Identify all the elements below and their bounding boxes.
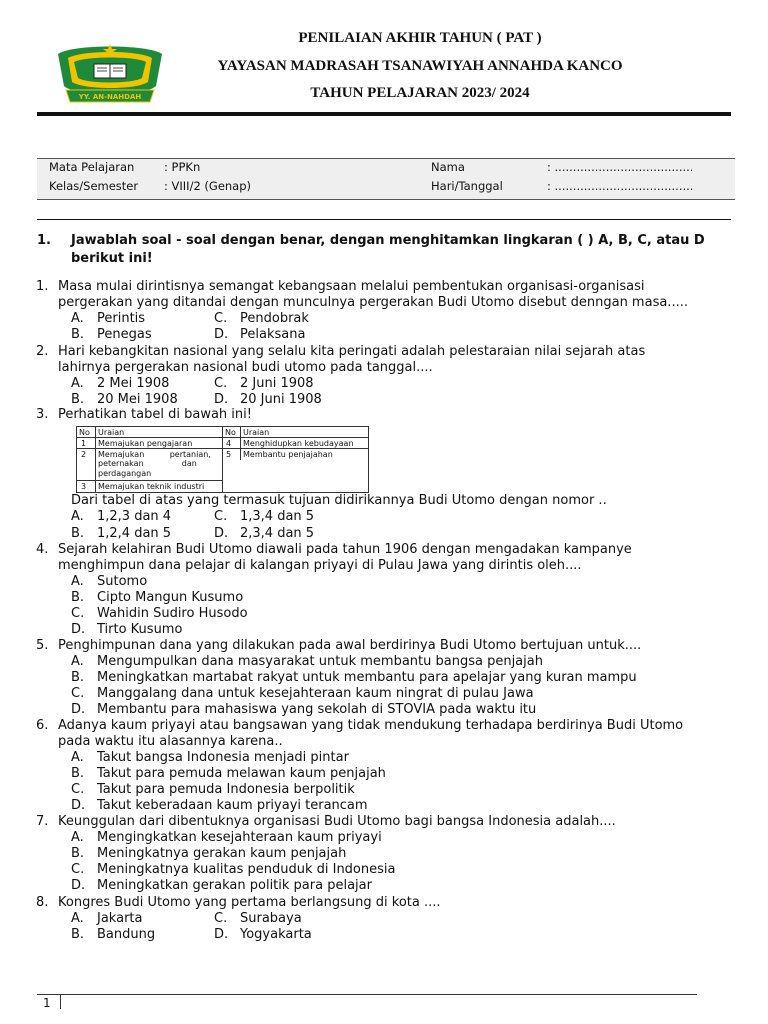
option-a[interactable]: A. Perintis xyxy=(71,311,146,326)
option-b[interactable]: B. 20 Mei 1908 xyxy=(71,392,178,407)
footer-divider xyxy=(37,994,697,995)
instruction-text: Jawablah soal - soal dengan benar, dengan menghitamkan lingkaran ( ) A, B, C, atau D berikut ini! xyxy=(71,233,705,266)
option-d[interactable]: D. Meningkatkan gerakan politik para pelajar xyxy=(71,878,372,893)
table-cell: Membantu penjajahan xyxy=(243,450,333,459)
table-cell: perdagangan xyxy=(98,469,152,478)
date-label: Hari/Tanggal xyxy=(431,179,503,193)
table-cell: Menghidupkan kebudayaan xyxy=(243,439,354,448)
option-d[interactable]: D. Takut keberadaan kaum priyayi terancam xyxy=(71,798,368,813)
date-field[interactable]: : ...................................... xyxy=(547,179,694,193)
question-line: Perhatikan tabel di bawah ini! xyxy=(58,407,252,422)
option-b[interactable]: B. Penegas xyxy=(71,327,152,342)
table-header: Uraian xyxy=(98,428,125,437)
question-line: pergerakan yang ditandai dengan munculnya pergerakan Budi Utomo disebut denngan masa..... xyxy=(58,295,688,310)
class-value: : VIII/2 (Genap) xyxy=(164,179,252,193)
question-number: 3. xyxy=(36,407,49,422)
option-c[interactable]: C. 2 Juni 1908 xyxy=(214,376,314,391)
school-logo xyxy=(52,40,168,106)
option-c[interactable]: C. Takut para pemuda Indonesia berpolitik xyxy=(71,782,355,797)
option-b[interactable]: B. Meningkatkan martabat rakyat untuk membantu para apelajar yang kuran mampu xyxy=(71,670,637,685)
table-cell: 4 xyxy=(226,439,232,448)
option-c[interactable]: C. Wahidin Sudiro Husodo xyxy=(71,606,248,621)
option-a[interactable]: A. Jakarta xyxy=(71,911,143,926)
option-a[interactable]: A. Takut bangsa Indonesia menjadi pintar xyxy=(71,750,349,765)
option-d[interactable]: D. Membantu para mahasiswa yang sekolah di STOVIA pada waktu itu xyxy=(71,702,537,717)
instruction-number: 1. xyxy=(37,233,51,248)
option-a[interactable]: A. Mengingkatkan kesejahteraan kaum priyayi xyxy=(71,830,382,845)
page-number-bar xyxy=(60,995,61,1009)
option-d[interactable]: D. 2,3,4 dan 5 xyxy=(214,526,315,541)
table-cell: Memajukan pertanian, xyxy=(98,450,211,459)
option-b[interactable]: B. Takut para pemuda melawan kaum penjajah xyxy=(71,766,386,781)
logo-text: YY. AN-NAHDAH xyxy=(78,93,142,101)
option-a[interactable]: A. 1,2,3 dan 4 xyxy=(71,509,172,524)
name-field[interactable]: : ...................................... xyxy=(547,160,694,174)
name-label: Nama xyxy=(431,160,465,174)
header-divider xyxy=(37,112,731,116)
option-b[interactable]: B. 1,2,4 dan 5 xyxy=(71,526,172,541)
option-a[interactable]: A. 2 Mei 1908 xyxy=(71,376,170,391)
question-number: 7. xyxy=(36,814,49,829)
header-line-2: YAYASAN MADRASAH TSANAWIYAH ANNAHDA KANCO xyxy=(217,58,623,74)
option-b[interactable]: B. Cipto Mangun Kusumo xyxy=(71,590,244,605)
option-b[interactable]: B. Meningkatnya gerakan kaum penjajah xyxy=(71,846,347,861)
class-label: Kelas/Semester xyxy=(49,179,139,193)
option-d[interactable]: D. Tirto Kusumo xyxy=(71,622,183,637)
option-c[interactable]: C. Pendobrak xyxy=(214,311,309,326)
option-c[interactable]: C. Meningkatnya kualitas penduduk di Indonesia xyxy=(71,862,396,877)
question-line: Dari tabel di atas yang termasuk tujuan didirikannya Budi Utomo dengan nomor .. xyxy=(71,493,607,508)
header-line-1: PENILAIAN AKHIR TAHUN ( PAT ) xyxy=(298,30,542,46)
table-cell: 1 xyxy=(81,439,87,448)
option-a[interactable]: A. Mengumpulkan dana masyarakat untuk membantu bangsa penjajah xyxy=(71,654,543,669)
header-line-3: TAHUN PELAJARAN 2023/ 2024 xyxy=(310,85,530,101)
option-c[interactable]: C. 1,3,4 dan 5 xyxy=(214,509,315,524)
question-number: 4. xyxy=(36,542,49,557)
question-line: Kongres Budi Utomo yang pertama berlangsung di kota .... xyxy=(58,895,441,910)
option-d[interactable]: D. Pelaksana xyxy=(214,327,306,342)
option-c[interactable]: C. Manggalang dana untuk kesejahteraan kaum ningrat di pulau Jawa xyxy=(71,686,534,701)
question-line: Hari kebangkitan nasional yang selalu kita peringati adalah pelestaraian nilai sejarah atas xyxy=(58,344,646,359)
table-cell: 5 xyxy=(226,450,232,459)
question-line: Sejarah kelahiran Budi Utomo diawali pada tahun 1906 dengan mengadakan kampanye xyxy=(58,542,632,557)
question-line: Penghimpunan dana yang dilakukan pada awal berdirinya Budi Utomo bertujuan untuk.... xyxy=(58,638,642,653)
question-line: Keunggulan dari dibentuknya organisasi Budi Utomo bagi bangsa Indonesia adalah.... xyxy=(58,814,616,829)
page-number: 1 xyxy=(43,996,51,1010)
info-divider xyxy=(37,219,731,220)
table-cell: 2 xyxy=(81,450,87,459)
question-line: Masa mulai dirintisnya semangat kebangsaan melalui pembentukan organisasi-organisasi xyxy=(58,279,645,294)
subject-label: Mata Pelajaran xyxy=(49,160,135,174)
option-a[interactable]: A. Sutomo xyxy=(71,574,148,589)
subject-value: : PPKn xyxy=(164,160,201,174)
info-box xyxy=(37,158,735,200)
question-number: 5. xyxy=(36,638,49,653)
option-c[interactable]: C. Surabaya xyxy=(214,911,302,926)
question-number: 1. xyxy=(36,279,49,294)
option-b[interactable]: B. Bandung xyxy=(71,927,156,942)
question-number: 2. xyxy=(36,344,49,359)
table-header: Uraian xyxy=(243,428,270,437)
table-cell: peternakan dan xyxy=(98,459,197,468)
question-line: menghimpun dana pelajar di kalangan priyayi di Pulau Jawa yang dirintis oleh.... xyxy=(58,558,582,573)
question-number: 8. xyxy=(36,895,49,910)
question-line: pada waktu itu alasannya karena.. xyxy=(58,734,283,749)
table-header: No xyxy=(79,428,90,437)
option-d[interactable]: D. Yogyakarta xyxy=(214,927,312,942)
table-cell: Memajukan pengajaran xyxy=(98,439,193,448)
question-line: Adanya kaum priyayi atau bangsawan yang tidak mendukung terhadapa berdirinya Budi Utomo xyxy=(58,718,684,733)
question-number: 6. xyxy=(36,718,49,733)
table-cell: 3 xyxy=(81,482,87,491)
option-d[interactable]: D. 20 Juni 1908 xyxy=(214,392,322,407)
table-cell: Memajukan teknik industri xyxy=(98,482,205,491)
goals-table xyxy=(76,426,369,493)
question-line: lahirnya pergerakan nasional budi utomo pada tanggal.... xyxy=(58,360,433,375)
table-header: No xyxy=(225,428,236,437)
